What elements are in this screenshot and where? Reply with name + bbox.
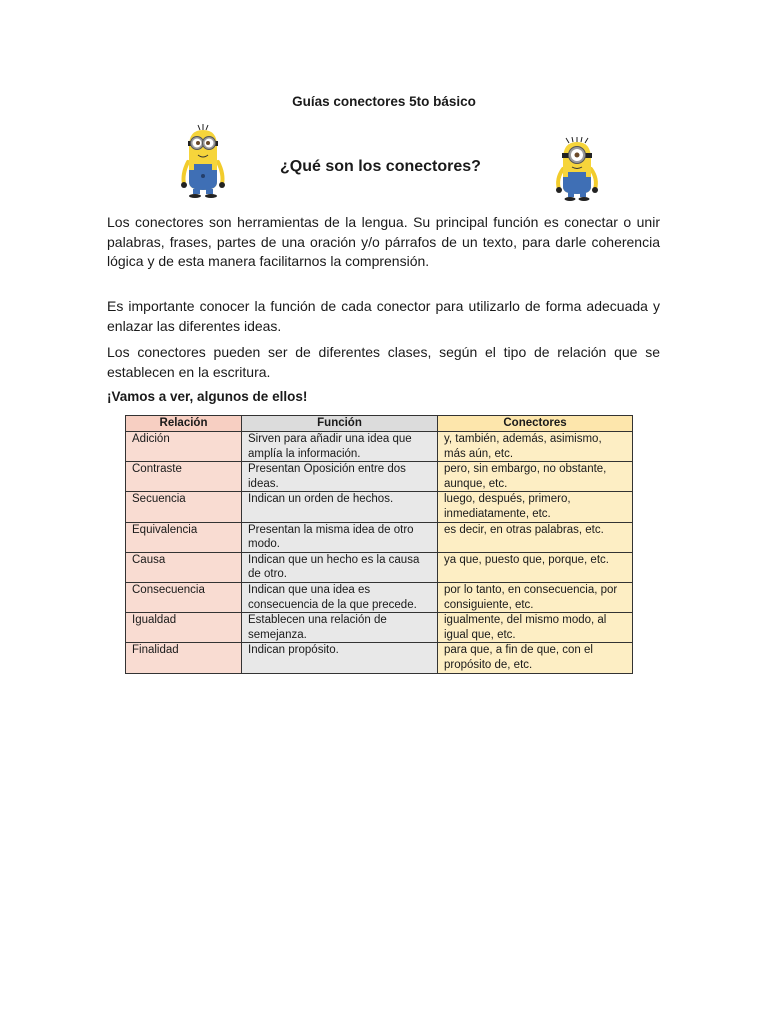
relation-cell: Secuencia (126, 492, 242, 522)
table-row (126, 552, 633, 582)
table-row (126, 432, 633, 462)
table-row (126, 643, 633, 673)
intro-paragraph: Los conectores son herramientas de la lengua. Su principal función es conectar o unir palabras, frases, partes de una oración y/o párrafos de un texto, para darle coherencia lógica y de esta manera facilitarnos la comprensión. (107, 214, 660, 269)
function-cell: Indican que una idea es consecuencia de la que precede. (242, 582, 438, 612)
table-row (126, 492, 633, 522)
function-cell: Sirven para añadir una idea que amplía la información. (242, 432, 438, 462)
relation-cell: Finalidad (126, 643, 242, 673)
classes-paragraph: Los conectores pueden ser de diferentes clases, según el tipo de relación que se establecen en la escritura. (107, 344, 660, 380)
table-row (126, 613, 633, 643)
connectors-table (125, 415, 633, 674)
function-cell: Establecen una relación de semejanza. (242, 613, 438, 643)
header-connectors: Conectores (438, 416, 633, 432)
function-cell: Indican que un hecho es la causa de otro. (242, 552, 438, 582)
function-cell: Indican un orden de hechos. (242, 492, 438, 522)
document-title: Guías conectores 5to básico (292, 94, 476, 109)
function-cell: Presentan la misma idea de otro modo. (242, 522, 438, 552)
relation-cell: Equivalencia (126, 522, 242, 552)
table-row (126, 522, 633, 552)
minion-two-eyes-icon (178, 124, 228, 198)
importance-paragraph: Es importante conocer la función de cada conector para utilizarlo de forma adecuada y enlazar las diferentes ideas. (107, 298, 660, 334)
relation-cell: Contraste (126, 462, 242, 492)
table-row (126, 462, 633, 492)
table-header-row (126, 416, 633, 432)
connectors-cell: ya que, puesto que, porque, etc. (438, 552, 633, 582)
header-function: Función (242, 416, 438, 432)
header-relation: Relación (126, 416, 242, 432)
connectors-cell: y, también, además, asimismo, más aún, etc. (438, 432, 633, 462)
minion-one-eye-icon (551, 137, 603, 201)
relation-cell: Igualdad (126, 613, 242, 643)
subtitle: ¿Qué son los conectores? (280, 158, 481, 175)
function-cell: Indican propósito. (242, 643, 438, 673)
connectors-cell: por lo tanto, en consecuencia, por consiguiente, etc. (438, 582, 633, 612)
connectors-cell: pero, sin embargo, no obstante, aunque, etc. (438, 462, 633, 492)
relation-cell: Causa (126, 552, 242, 582)
connectors-cell: para que, a fin de que, con el propósito de, etc. (438, 643, 633, 673)
section-heading: ¡Vamos a ver, algunos de ellos! (107, 389, 308, 404)
connectors-cell: es decir, en otras palabras, etc. (438, 522, 633, 552)
table-row (126, 582, 633, 612)
relation-cell: Adición (126, 432, 242, 462)
connectors-cell: luego, después, primero, inmediatamente, etc. (438, 492, 633, 522)
function-cell: Presentan Oposición entre dos ideas. (242, 462, 438, 492)
relation-cell: Consecuencia (126, 582, 242, 612)
connectors-cell: igualmente, del mismo modo, al igual que, etc. (438, 613, 633, 643)
